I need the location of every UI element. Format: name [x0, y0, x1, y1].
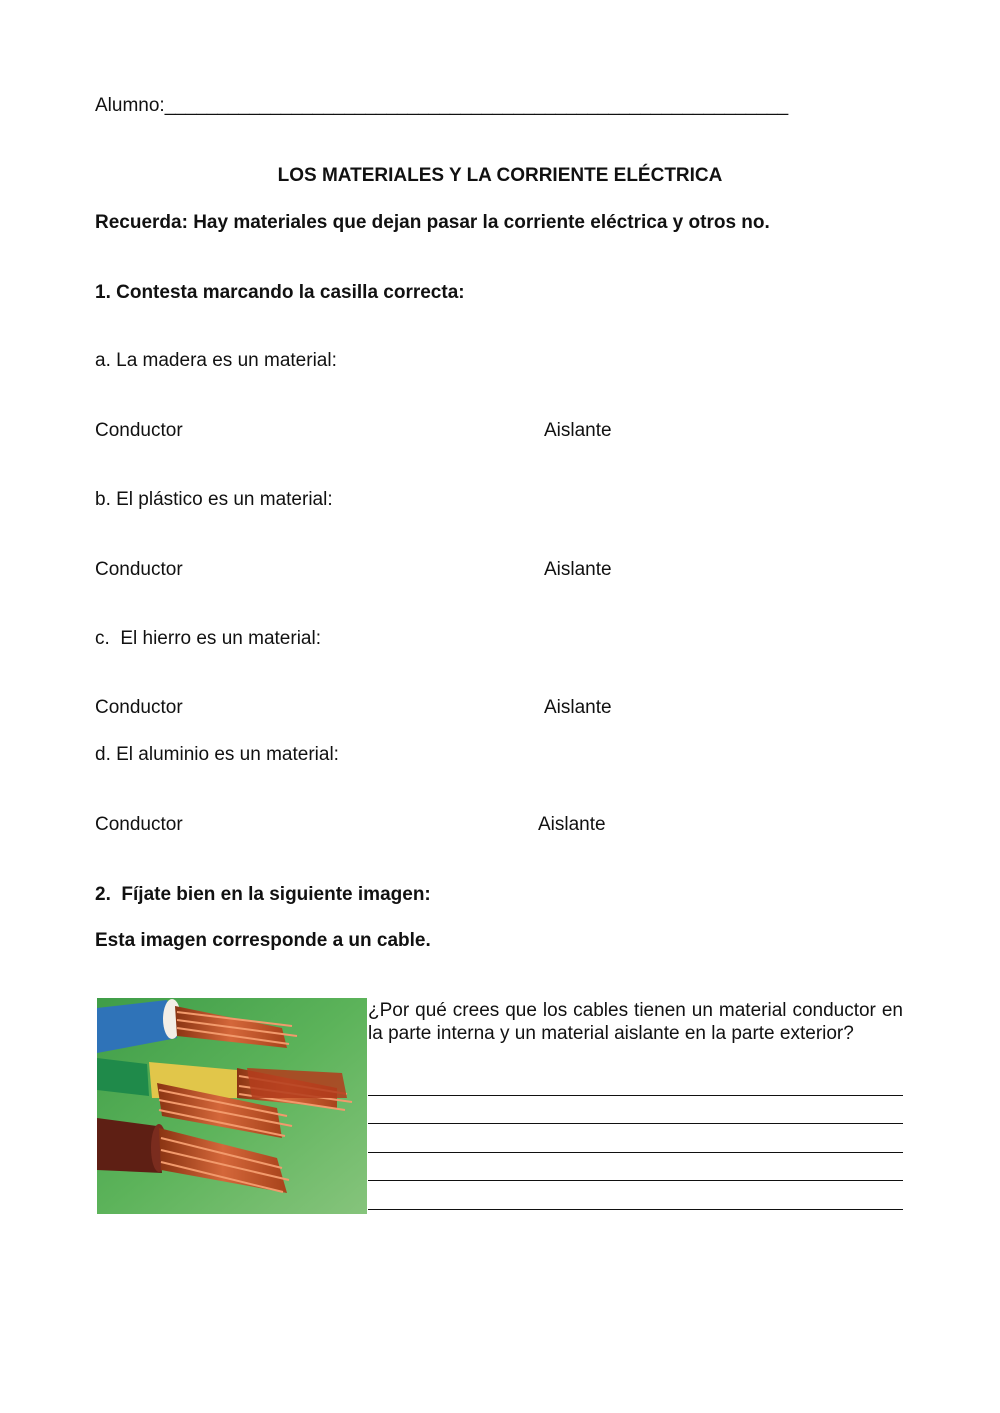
student-name-line[interactable]: Alumno:___________________________________________________________ [95, 95, 789, 116]
answer-line[interactable] [368, 1123, 903, 1124]
cable-question: ¿Por qué crees que los cables tienen un material conductor en la parte interna y un material aislante en la parte exterior? [368, 1000, 903, 1044]
question-c-prompt: c. El hierro es un material: [95, 628, 321, 649]
question-a-prompt: a. La madera es un material: [95, 350, 337, 371]
section2-subheading: Esta imagen corresponde a un cable. [95, 930, 431, 951]
cable-photo [97, 998, 367, 1214]
answer-line[interactable] [368, 1152, 903, 1153]
reminder-text: Recuerda: Hay materiales que dejan pasar la corriente eléctrica y otros no. [95, 212, 770, 233]
question-b-option-conductor[interactable]: Conductor [95, 559, 183, 580]
question-d-option-conductor[interactable]: Conductor [95, 814, 183, 835]
question-a-option-aislante[interactable]: Aislante [544, 420, 612, 441]
question-a-option-conductor[interactable]: Conductor [95, 420, 183, 441]
question-d-option-aislante[interactable]: Aislante [538, 814, 606, 835]
answer-line[interactable] [368, 1180, 903, 1181]
question-c-option-conductor[interactable]: Conductor [95, 697, 183, 718]
question-c-option-aislante[interactable]: Aislante [544, 697, 612, 718]
section2-heading: 2. Fíjate bien en la siguiente imagen: [95, 884, 431, 905]
question-b-prompt: b. El plástico es un material: [95, 489, 333, 510]
answer-line[interactable] [368, 1095, 903, 1096]
answer-line[interactable] [368, 1209, 903, 1210]
page-title: LOS MATERIALES Y LA CORRIENTE ELÉCTRICA [277, 165, 723, 186]
question-b-option-aislante[interactable]: Aislante [544, 559, 612, 580]
section1-heading: 1. Contesta marcando la casilla correcta: [95, 282, 465, 303]
question-d-prompt: d. El aluminio es un material: [95, 744, 339, 765]
